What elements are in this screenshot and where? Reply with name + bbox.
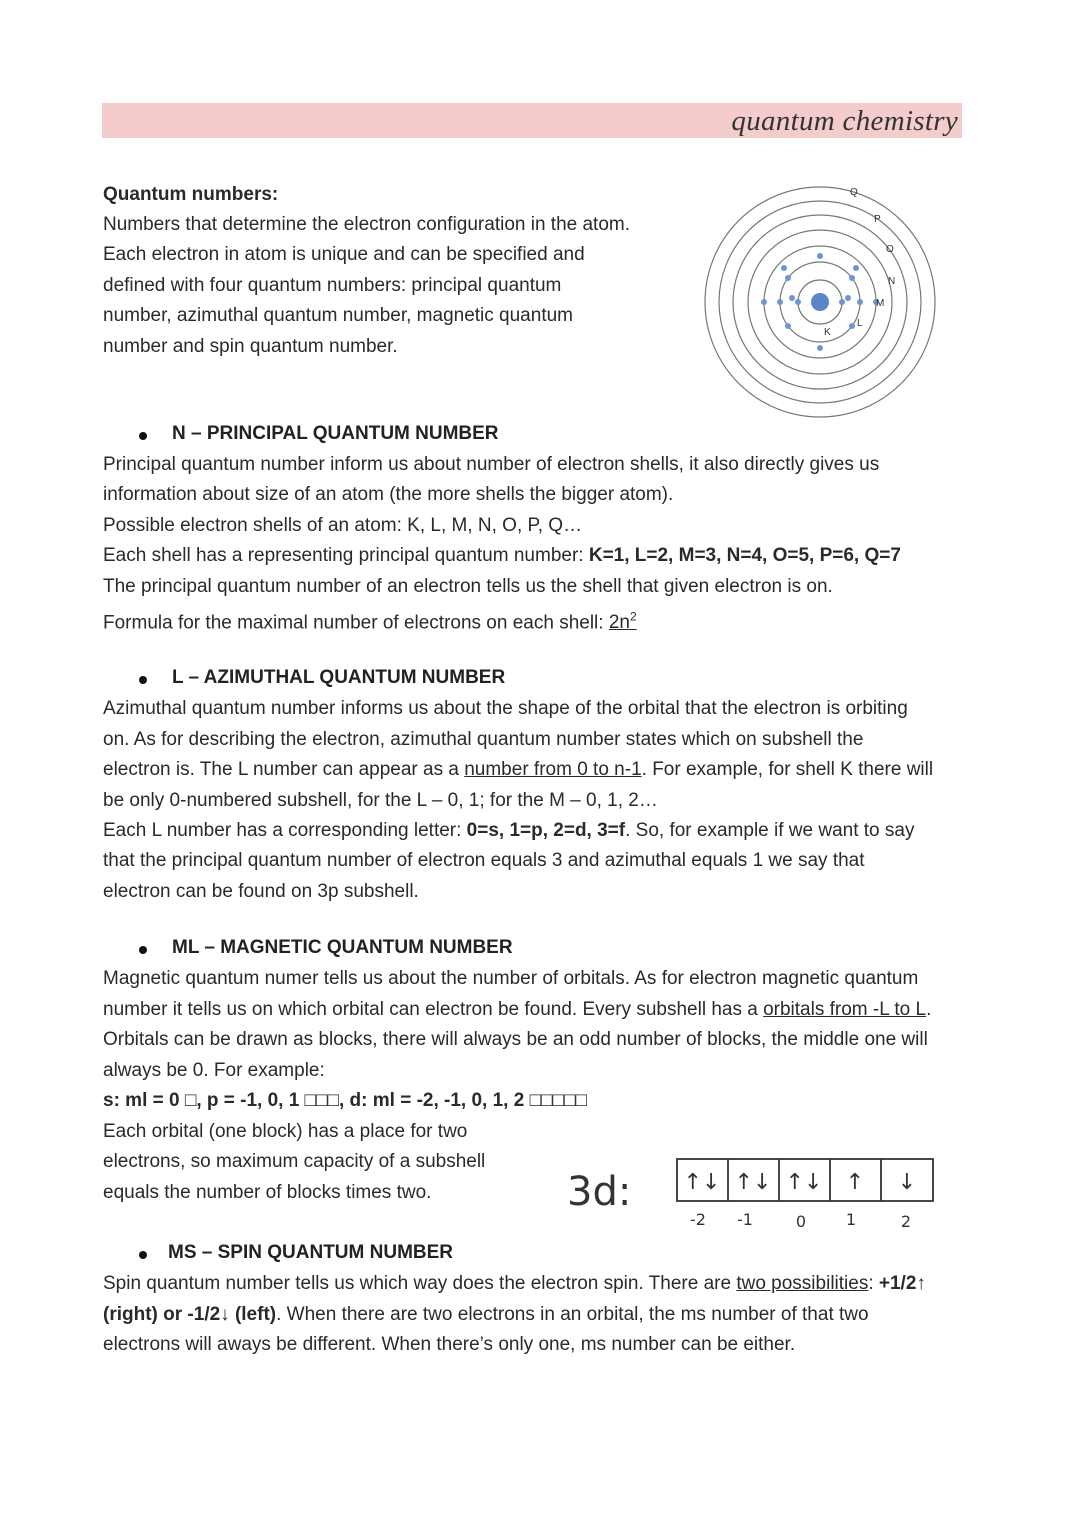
intro-line-5: number and spin quantum number.	[103, 336, 398, 357]
azimuthal-line-5	[103, 816, 914, 846]
subshell-letters: 0=s, 1=p, 2=d, 3=f	[466, 820, 626, 841]
principal-line-4	[103, 541, 901, 571]
magnetic-line-6: Each orbital (one block) has a place for two	[103, 1121, 468, 1142]
shell-label-p: P	[874, 214, 881, 225]
spin-line-3: electrons will aways be different. When there’s only one, ms number can be either.	[103, 1334, 796, 1355]
shell-label-m: M	[876, 298, 885, 309]
shell-label-q: Q	[850, 187, 858, 198]
intro-line-2: Each electron in atom is unique and can be specified and	[103, 244, 585, 265]
principal-line-2: information about size of an atom (the more shells the bigger atom).	[103, 484, 674, 505]
magnetic-heading: ML – MAGNETIC QUANTUM NUMBER	[172, 937, 513, 958]
spin-line-1	[103, 1269, 926, 1299]
azimuthal-line-5-text: Each L number has a corresponding letter:	[103, 820, 467, 841]
formula-base: 2n	[608, 612, 630, 634]
principal-line-4-text: Each shell has a representing principal quantum number:	[103, 545, 589, 566]
azimuthal-heading: L – AZIMUTHAL QUANTUM NUMBER	[172, 667, 506, 688]
atom-shells-diagram	[700, 180, 945, 420]
spin-possibilities: two possibilities	[736, 1273, 869, 1294]
principal-line-3: Possible electron shells of an atom: K, L, M, N, O, P, Q…	[103, 515, 583, 536]
orbital-box-4: ↑	[845, 1170, 865, 1195]
azimuthal-line-3-end: . For example, for shell K there will	[641, 759, 934, 780]
page-title: quantum chemistry	[731, 105, 958, 137]
azimuthal-line-3	[103, 755, 933, 785]
orbital-box-3: ↑↓	[785, 1170, 823, 1195]
principal-line-6-text: Formula for the maximal number of electrons on each shell:	[103, 612, 609, 634]
ml-value-4: 1	[845, 1210, 857, 1229]
azimuthal-line-7: electron can be found on 3p subshell.	[103, 881, 419, 902]
magnetic-line-2	[103, 995, 931, 1025]
intro-line-4: number, azimuthal quantum number, magnetic quantum	[103, 305, 573, 326]
shell-label-k: K	[824, 327, 831, 338]
orbital-box-2: ↑↓	[734, 1170, 772, 1195]
shell-label-o: O	[886, 244, 894, 255]
max-electrons-formula	[609, 612, 637, 633]
magnetic-line-2-end: .	[926, 999, 932, 1020]
ml-value-1: -2	[690, 1210, 706, 1229]
magnetic-line-3: Orbitals can be drawn as blocks, there will always be an odd number of blocks, the middle one will	[103, 1029, 928, 1050]
intro-line-3: defined with four quantum numbers: principal quantum	[103, 275, 562, 296]
ml-value-3: 0	[795, 1212, 807, 1231]
azimuthal-range: number from 0 to n-1	[464, 759, 642, 780]
orbital-box-5: ↓	[897, 1170, 917, 1195]
magnetic-line-1: Magnetic quantum numer tells us about the number of orbitals. As for electron magnetic quantum	[103, 968, 919, 989]
spin-line-1-text: Spin quantum number tells us which way does the electron spin. There are	[103, 1273, 737, 1294]
magnetic-example-line: s: ml = 0 □, p = -1, 0, 1 □□□, d: ml = -2, -1, 0, 1, 2 □□□□□	[103, 1090, 587, 1111]
subshell-label: 3d:	[567, 1169, 632, 1215]
principal-line-1: Principal quantum number inform us about number of electron shells, it also directly gives us	[103, 454, 880, 475]
ml-value-5: 2	[900, 1212, 912, 1231]
principal-shell-values: K=1, L=2, M=3, N=4, O=5, P=6, Q=7	[588, 545, 901, 566]
spin-heading: MS – SPIN QUANTUM NUMBER	[168, 1242, 454, 1263]
azimuthal-line-4: be only 0-numbered subshell, for the L – 0, 1; for the M – 0, 1, 2…	[103, 790, 658, 811]
magnetic-line-7: electrons, so maximum capacity of a subshell	[103, 1151, 486, 1172]
spin-line-2-text: . When there are two electrons in an orbital, the ms number of that two	[276, 1304, 869, 1325]
magnetic-line-8: equals the number of blocks times two.	[103, 1182, 432, 1203]
bullet-azimuthal	[139, 676, 147, 684]
magnetic-line-4: always be 0. For example:	[103, 1060, 325, 1081]
azimuthal-line-1: Azimuthal quantum number informs us about the shape of the orbital that the electron is orbiting	[103, 698, 908, 719]
ml-value-2: -1	[737, 1210, 753, 1229]
spin-plus-half: +1/2↑	[878, 1273, 926, 1294]
bullet-principal	[139, 432, 147, 440]
shell-label-n: N	[888, 276, 896, 287]
spin-minus-half: (right) or -1/2↓ (left)	[103, 1304, 277, 1325]
spin-line-1-sep: :	[868, 1273, 879, 1294]
azimuthal-line-2: on. As for describing the electron, azimuthal quantum number states which on subshell the	[103, 729, 864, 750]
principal-heading: N – PRINCIPAL QUANTUM NUMBER	[172, 423, 499, 444]
intro-line-1: Numbers that determine the electron configuration in the atom.	[103, 214, 631, 235]
azimuthal-line-6: that the principal quantum number of electron equals 3 and azimuthal equals 1 we say that	[103, 850, 865, 871]
3d-orbital-sketch	[565, 1143, 950, 1235]
principal-line-5: The principal quantum number of an electron tells us the shell that given electron is on.	[103, 576, 833, 597]
formula-exponent: 2	[629, 610, 637, 624]
principal-line-6	[103, 602, 637, 639]
shell-label-l: L	[857, 318, 863, 329]
bullet-spin	[139, 1251, 147, 1259]
azimuthal-line-5-end: . So, for example if we want to say	[625, 820, 915, 841]
header-bar	[102, 103, 962, 138]
nucleus	[811, 293, 829, 311]
orbital-range: orbitals from -L to L	[763, 999, 927, 1020]
spin-line-2	[103, 1300, 869, 1330]
intro-heading: Quantum numbers:	[103, 184, 279, 205]
magnetic-line-2-text: number it tells us on which orbital can electron be found. Every subshell has a	[103, 999, 764, 1020]
orbital-box-1: ↑↓	[683, 1170, 721, 1195]
azimuthal-line-3-text: electron is. The L number can appear as a	[103, 759, 465, 780]
bullet-magnetic	[139, 946, 147, 954]
